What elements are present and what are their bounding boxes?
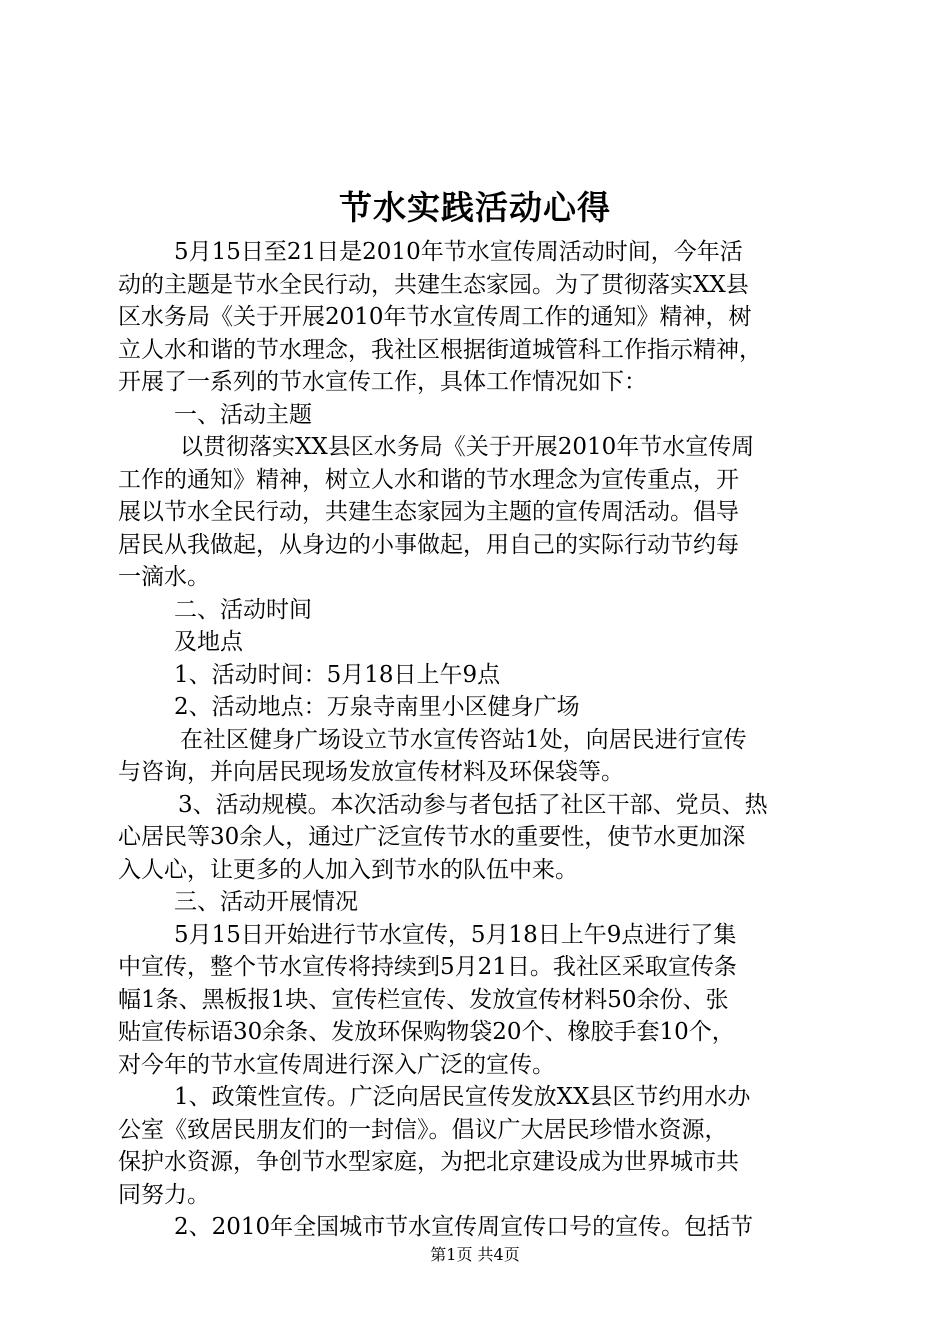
paragraph-line: 保护水资源，争创节水型家庭，为把北京建设成为世界城市共 xyxy=(118,1149,739,1175)
section-heading: 一、活动主题 xyxy=(174,401,312,428)
paragraph-line: 开展了一系列的节水宣传工作，具体工作情况如下： xyxy=(118,369,647,395)
document-title: 节水实践活动心得 xyxy=(339,188,611,227)
paragraph-line: 5月15日开始进行节水宣传，5月18日上午9点进行了集 xyxy=(174,921,737,948)
paragraph-line: 入人心，让更多的人加入到节水的队伍中来。 xyxy=(118,856,578,883)
paragraph-line: 与咨询，并向居民现场发放宣传材料及环保袋等。 xyxy=(118,759,624,785)
paragraph-line: 贴宣传标语30余条、发放环保购物袋20个、橡胶手套10个， xyxy=(118,1019,735,1045)
page-footer: 第1页 共4页 xyxy=(430,1245,520,1264)
paragraph-line: 中宣传，整个节水宣传将持续到5月21日。我社区采取宣传条 xyxy=(118,954,737,980)
paragraph-line: 区水务局《关于开展2010年节水宣传周工作的通知》精神，树 xyxy=(118,304,752,330)
paragraph-line: 居民从我做起，从身边的小事做起，用自己的实际行动节约每 xyxy=(118,531,739,558)
paragraph-line: 在社区健身广场设立节水宣传咨站1处，向居民进行宣传 xyxy=(180,726,747,753)
section-heading: 三、活动开展情况 xyxy=(174,889,358,915)
paragraph-line: 动的主题是节水全民行动，共建生态家园。为了贯彻落实XX县 xyxy=(118,271,749,298)
section-heading: 二、活动时间 xyxy=(174,596,312,623)
paragraph-line: 5月15日至21日是2010年节水宣传周活动时间，今年活 xyxy=(174,239,743,265)
section-heading: 及地点 xyxy=(174,629,243,655)
list-item: 1、政策性宣传。广泛向居民宣传发放XX县区节约用水办 xyxy=(174,1084,751,1110)
paragraph-line: 一滴水。 xyxy=(118,564,210,590)
paragraph-line: 对今年的节水宣传周进行深入广泛的宣传。 xyxy=(118,1051,555,1078)
paragraph-line: 同努力。 xyxy=(118,1181,210,1208)
paragraph-line: 工作的通知》精神，树立人水和谐的节水理念为宣传重点，开 xyxy=(118,466,739,493)
list-item: 2、2010年全国城市节水宣传周宣传口号的宣传。包括节 xyxy=(174,1214,754,1240)
paragraph-line: 立人水和谐的节水理念，我社区根据街道城管科工作指示精神， xyxy=(118,336,762,363)
paragraph-line: 心居民等30余人，通过广泛宣传节水的重要性，使节水更加深 xyxy=(118,824,746,850)
paragraph-line: 展以节水全民行动，共建生态家园为主题的宣传周活动。倡导 xyxy=(118,499,739,525)
list-item: 1、活动时间：5月18日上午9点 xyxy=(174,661,501,688)
paragraph-line: 以贯彻落实XX县区水务局《关于开展2010年节水宣传周 xyxy=(180,434,755,460)
paragraph-line: 公室《致居民朋友们的一封信》。倡议广大居民珍惜水资源， xyxy=(118,1116,728,1143)
list-item: 3、活动规模。本次活动参与者包括了社区干部、党员、热 xyxy=(178,791,768,818)
document-body xyxy=(118,236,840,1244)
list-item: 2、活动地点：万泉寺南里小区健身广场 xyxy=(174,694,580,720)
paragraph-line: 幅1条、黑板报1块、宣传栏宣传、发放宣传材料50余份、张 xyxy=(118,986,729,1013)
